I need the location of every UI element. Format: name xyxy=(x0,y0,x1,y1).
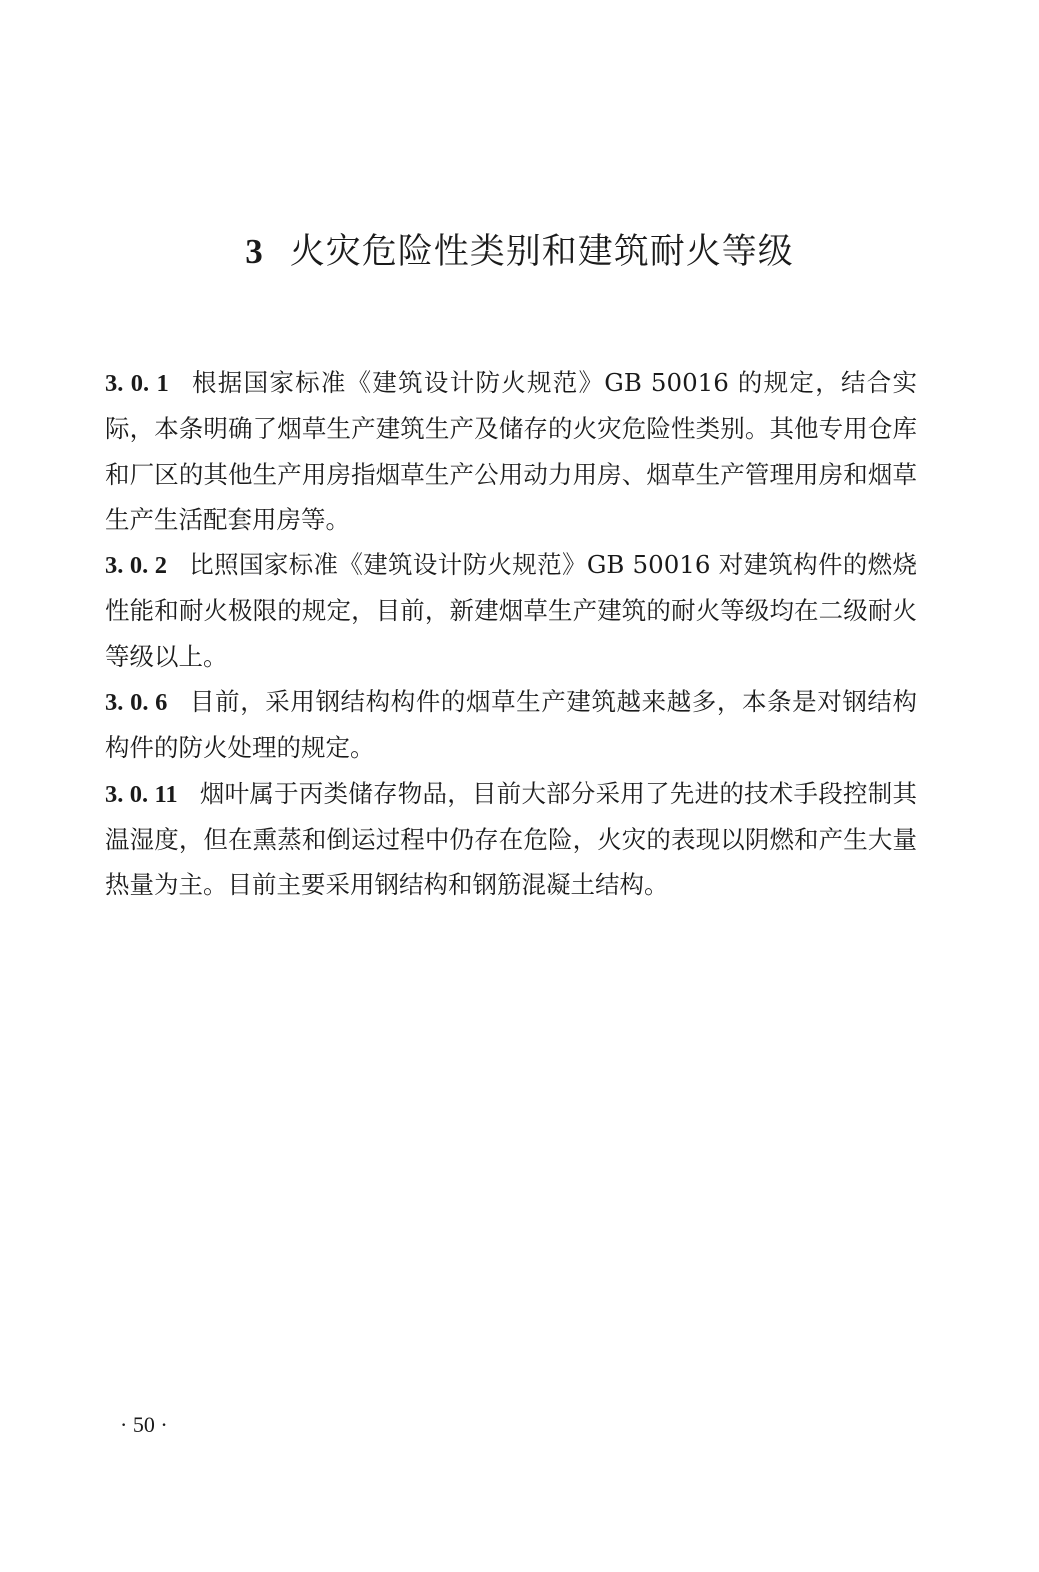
clause-number: 3. 0. 1 xyxy=(105,370,169,397)
clause-text: 根据国家标准《建筑设计防火规范》GB 50016 的规定，结合实际，本条明确了烟草生产建筑生产及储存的火灾危险性类别。其他专用仓库和厂区的其他生产用房指烟草生产公用动力用房、烟草生产管理用房和烟草生产生活配套用房等。 xyxy=(105,368,917,534)
clause-3-0-11 xyxy=(105,771,917,908)
clause-number: 3. 0. 6 xyxy=(105,689,168,717)
chapter-title-text: 火灾危险性类别和建筑耐火等级 xyxy=(289,232,794,272)
clause-3-0-6 xyxy=(105,679,917,771)
clause-3-0-1 xyxy=(105,360,917,542)
clause-text: 比照国家标准《建筑设计防火规范》GB 50016 对建筑构件的燃烧性能和耐火极限的规定，目前，新建烟草生产建筑的耐火等级均在二级耐火等级以上。 xyxy=(105,550,918,671)
clause-3-0-2 xyxy=(105,542,917,679)
chapter-number: 3 xyxy=(245,232,264,271)
clause-text: 烟叶属于丙类储存物品，目前大部分采用了先进的技术手段控制其温湿度，但在熏蒸和倒运过程中仍存在危险，火灾的表现以阴燃和产生大量热量为主。目前主要采用钢结构和钢筋混凝土结构。 xyxy=(105,778,917,900)
clause-number: 3. 0. 11 xyxy=(105,780,178,808)
clause-text: 目前，采用钢结构构件的烟草生产建筑越来越多，本条是对钢结构构件的防火处理的规定。 xyxy=(105,687,918,763)
clause-list xyxy=(105,360,917,908)
page-number: · 50 · xyxy=(120,1412,168,1437)
chapter-heading xyxy=(0,226,1039,278)
clause-number: 3. 0. 2 xyxy=(105,552,167,580)
